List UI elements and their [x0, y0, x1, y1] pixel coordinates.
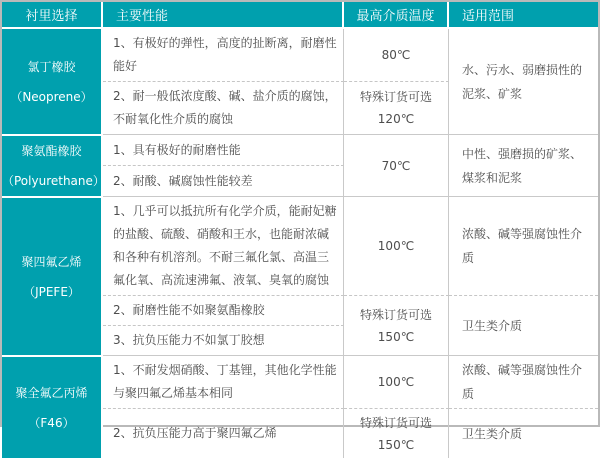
- performance-cell: 2、耐磨性能不如聚氨酯橡胶: [103, 295, 344, 325]
- material-name: 氯丁橡胶: [27, 59, 76, 74]
- temperature-cell: [344, 408, 449, 458]
- material-cell-neoprene: [2, 29, 103, 134]
- material-cell-polyurethane: [2, 134, 103, 196]
- temp-note: 特殊订货可选: [359, 90, 432, 104]
- temperature-cell: 100℃: [344, 196, 449, 295]
- header-max-medium-temperature: 最高介质温度: [344, 2, 449, 29]
- material-subname: （Neoprene）: [10, 89, 93, 104]
- material-subname: （Polyurethane）: [2, 174, 105, 188]
- range-cell: 卫生类介质: [449, 408, 598, 458]
- range-cell: 水、污水、弱磨损性的泥浆、矿浆: [462, 62, 583, 101]
- temp-value: 120℃: [377, 112, 415, 126]
- temperature-cell: 100℃: [344, 355, 449, 408]
- performance-cell: 2、抗负压能力高于聚四氟乙烯: [103, 408, 344, 458]
- temperature-cell: [344, 81, 449, 134]
- material-name: 聚全氟乙丙烯: [15, 385, 88, 400]
- temp-value: 150℃: [377, 329, 415, 344]
- performance-cell: 3、抗负压能力不如氯丁胶想: [103, 325, 344, 355]
- header-applicable-range: 适用范围: [449, 2, 598, 29]
- range-cell: 浓酸、碱等强腐蚀性介质: [449, 355, 598, 408]
- performance-cell: 2、耐酸、碱腐蚀性能较差: [103, 165, 344, 196]
- temperature-cell: 80℃: [344, 29, 449, 81]
- range-cell: 中性、强磨损的矿浆、煤浆和泥浆: [449, 134, 598, 196]
- range-cell: 卫生类介质: [449, 295, 598, 355]
- temperature-cell: 70℃: [344, 134, 449, 196]
- spec-table: [2, 2, 598, 458]
- temp-value: 150℃: [377, 437, 415, 452]
- material-name: 聚四氟乙烯: [21, 254, 82, 269]
- performance-cell: 1、不耐发烟硝酸、丁基锂，其他化学性能与聚四氟乙烯基本相同: [103, 355, 344, 408]
- table-row: [2, 196, 598, 295]
- temp-note: 特殊订货可选: [359, 307, 432, 322]
- performance-cell: 1、几乎可以抵抗所有化学介质，能耐妃糖的盐酸、硫酸、硝酸和王水，也能耐浓碱和各种有机溶剂。不耐三氟化氯、高温三氟化氧、高流速沸氟、液氧、臭氧的腐蚀: [103, 196, 344, 295]
- material-subname: （JPEFE）: [23, 284, 80, 299]
- range-cell: 浓酸、碱等强腐蚀性介质: [449, 196, 598, 295]
- material-cell-jpefe: [2, 196, 103, 355]
- performance-cell: 1、具有极好的耐磨性能: [103, 134, 344, 165]
- temp-note: 特殊订货可选: [359, 415, 432, 430]
- table-header-row: [2, 2, 598, 29]
- header-main-performance: 主要性能: [103, 2, 344, 29]
- performance-cell: 1、有极好的弹性，高度的扯断离，耐磨性能好: [103, 29, 344, 81]
- table-row: [2, 355, 598, 408]
- table-row: [2, 29, 598, 81]
- header-lining-choice: 衬里选择: [2, 2, 103, 29]
- material-name: 聚氨酯橡胶: [21, 144, 82, 158]
- table-row: [2, 134, 598, 165]
- material-cell-f46: [2, 355, 103, 458]
- temperature-cell: [344, 295, 449, 355]
- material-subname: （F46）: [28, 415, 75, 430]
- performance-cell: 2、耐一般低浓度酸、碱、盐介质的腐蚀，不耐氧化性介质的腐蚀: [103, 81, 344, 134]
